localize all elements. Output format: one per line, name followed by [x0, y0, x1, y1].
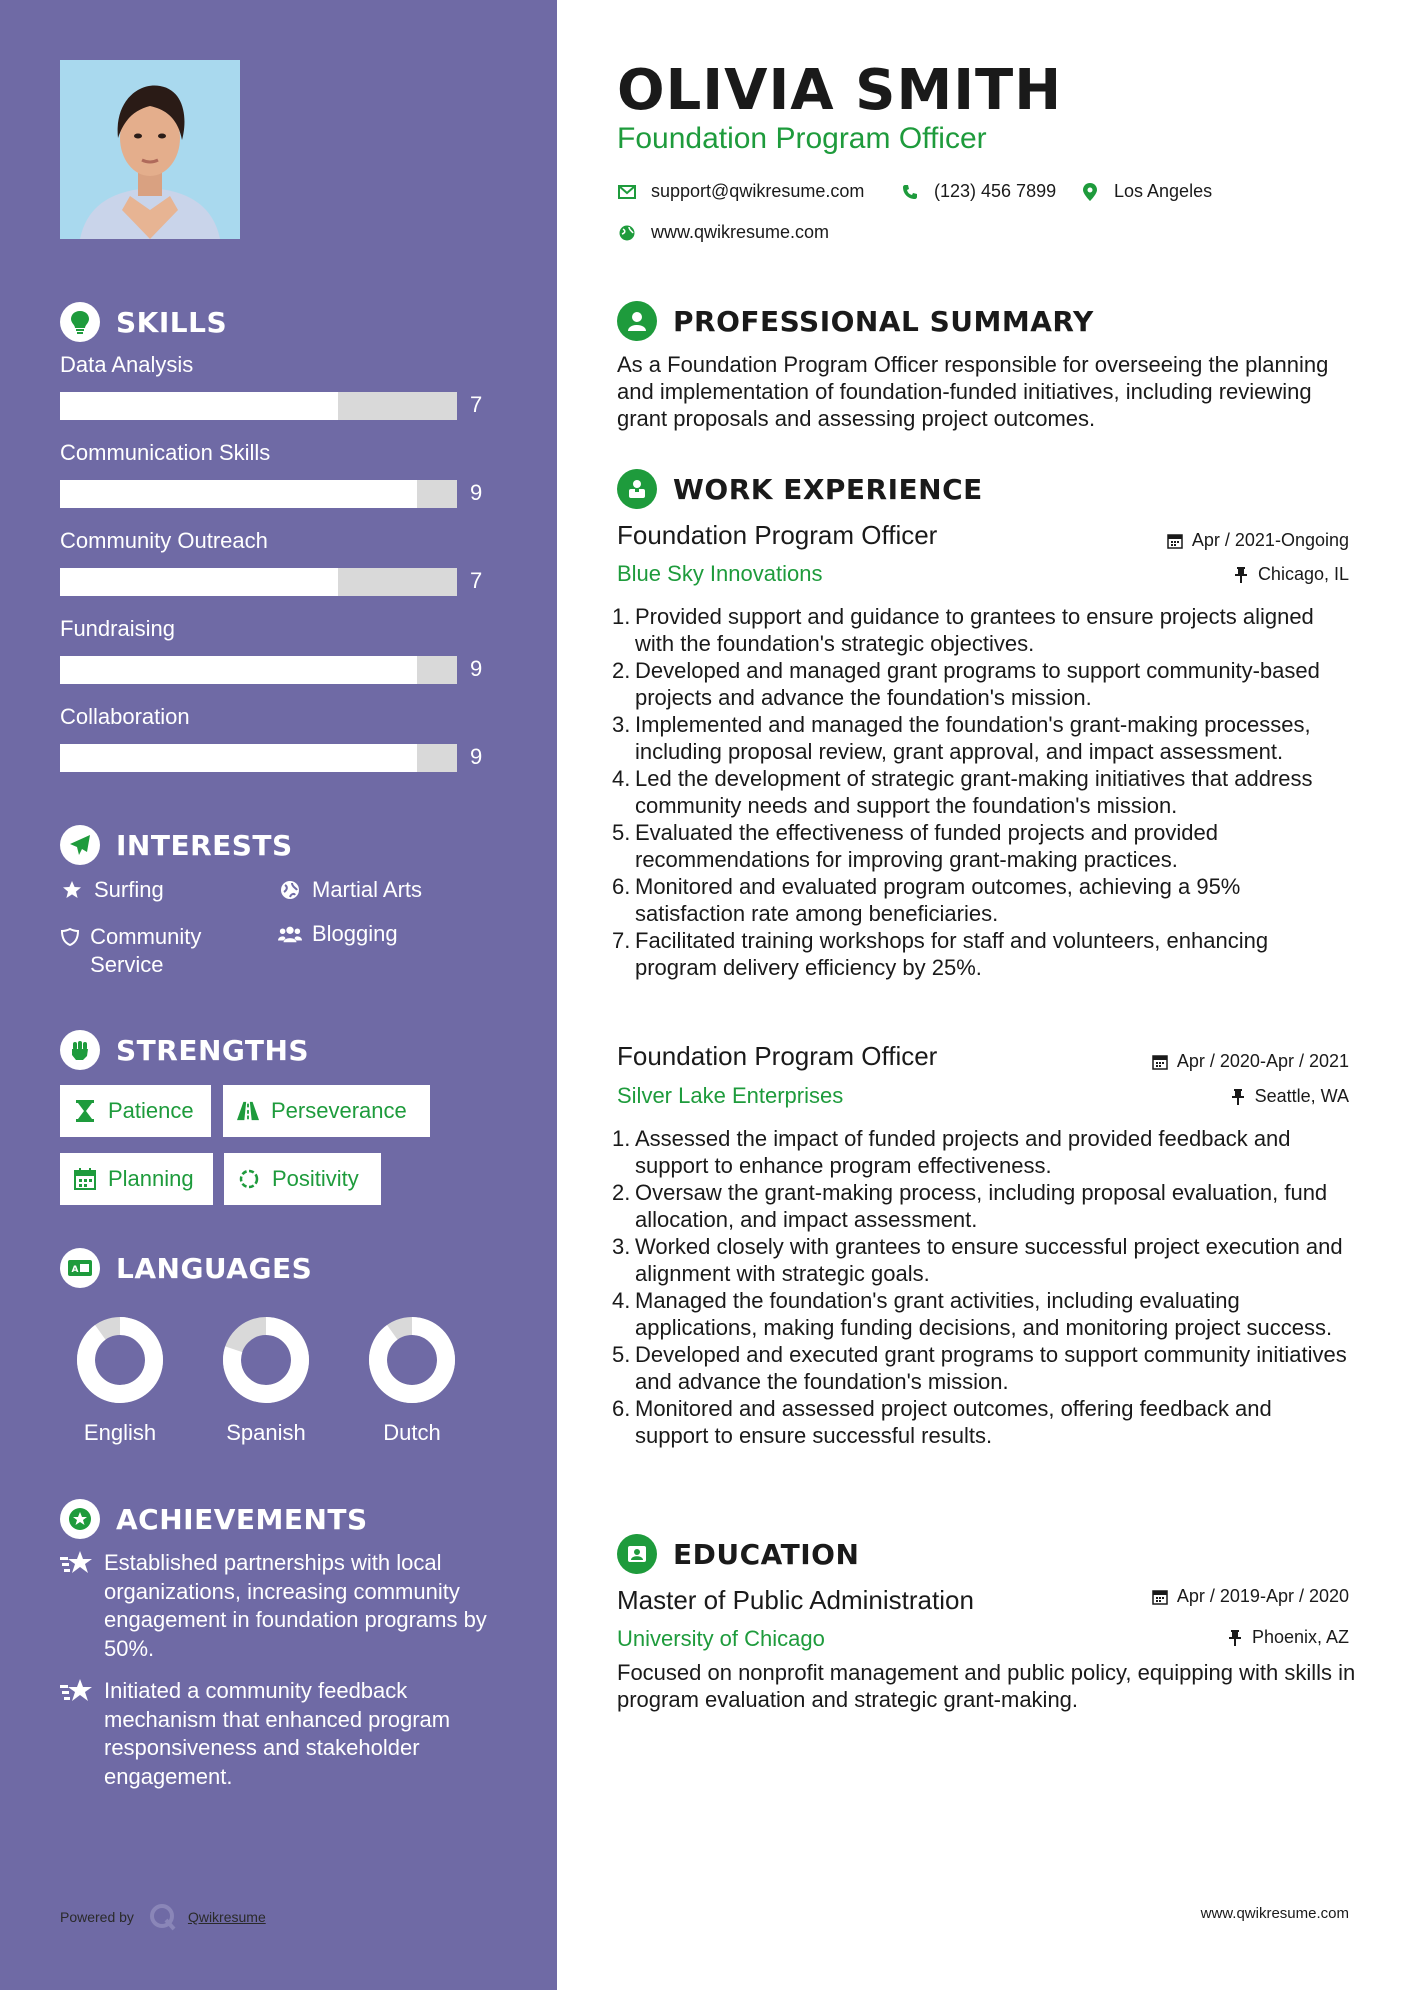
education-description: Focused on nonprofit management and public policy, equipping with skills in program evaluation and strategic grant-making.	[617, 1660, 1356, 1712]
language-donut	[367, 1315, 457, 1405]
job-date-text: Apr / 2020-Apr / 2021	[1176, 1051, 1349, 1071]
skills-heading	[60, 302, 227, 342]
job-bullet	[610, 603, 1350, 657]
interest-label: Community Service	[90, 924, 202, 977]
spinner-icon	[238, 1168, 260, 1190]
qwikresume-logo-icon	[148, 1902, 178, 1932]
bullet-number: 2.	[612, 658, 631, 683]
skill-name: Fundraising	[60, 616, 175, 641]
job-location	[1232, 564, 1349, 585]
language-name: Dutch	[383, 1420, 441, 1445]
strength-label: Perseverance	[271, 1098, 407, 1123]
language-donut-level	[86, 1326, 154, 1394]
achievement-item	[60, 1549, 500, 1663]
svg-text:A: A	[71, 1265, 79, 1275]
degree-title: Master of Public Administration	[617, 1585, 974, 1615]
bullet-text: Oversaw the grant-making process, including proposal evaluation, fund allocation, and impact assessment.	[635, 1180, 1328, 1232]
achievements-title: ACHIEVEMENTS	[116, 1502, 368, 1536]
interest-item-surfing	[60, 876, 164, 904]
map-pin-icon	[1080, 182, 1100, 202]
website-text: www.qwikresume.com	[651, 222, 830, 242]
skill-bar	[60, 480, 457, 508]
interests-title: INTERESTS	[116, 828, 293, 862]
summary-title: PROFESSIONAL SUMMARY	[673, 304, 1094, 338]
languages-title: LANGUAGES	[116, 1251, 313, 1285]
job-location-text: Seattle, WA	[1254, 1086, 1349, 1106]
skill-value: 7	[470, 568, 483, 593]
work-title: WORK EXPERIENCE	[673, 472, 983, 506]
qwikresume-link[interactable]: Qwikresume	[187, 1909, 266, 1925]
job-bullet	[610, 819, 1350, 873]
bullet-text: Evaluated the effectiveness of funded projects and provided recommendations for improving grant-making practices.	[635, 820, 1218, 872]
users-icon	[278, 920, 302, 948]
calendar-icon	[1151, 1588, 1169, 1606]
pushpin-icon	[1226, 1629, 1244, 1647]
graduate-icon	[617, 1534, 657, 1574]
bullet-number: 3.	[612, 712, 631, 737]
interests-heading	[60, 825, 293, 865]
skill-name: Communication Skills	[60, 440, 271, 465]
candidate-title: Foundation Program Officer	[617, 122, 987, 155]
bullet-text: Provided support and guidance to grantees to ensure projects aligned with the foundation's strategic objectives.	[635, 604, 1314, 656]
skill-bar	[60, 568, 457, 596]
job-company: Silver Lake Enterprises	[617, 1083, 844, 1108]
strength-item-positivity	[224, 1153, 381, 1205]
strengths-title: STRENGTHS	[116, 1033, 310, 1067]
school-name: University of Chicago	[617, 1626, 825, 1651]
bullet-text: Developed and managed grant programs to support community-based projects and advance the foundation's mission.	[635, 658, 1320, 710]
skill-name: Collaboration	[60, 704, 190, 729]
strength-label: Positivity	[272, 1166, 359, 1191]
bullet-number: 1.	[612, 604, 631, 629]
powered-by	[60, 1902, 266, 1932]
job-bullet	[610, 873, 1350, 927]
sidebar	[0, 0, 557, 1990]
bullet-number: 6.	[612, 874, 631, 899]
strength-item-perseverance	[223, 1085, 430, 1137]
bullet-text: Monitored and assessed project outcomes, offering feedback and support to ensure successful results.	[635, 1396, 1272, 1448]
footer-url[interactable]: www.qwikresume.com	[1200, 1905, 1349, 1922]
skill-name: Data Analysis	[60, 352, 194, 377]
bullet-text: Led the development of strategic grant-making initiatives that address community needs and support the foundation's mission.	[635, 766, 1313, 818]
interest-item-martial-arts	[278, 876, 422, 904]
skill-bar-fill	[60, 656, 417, 684]
achievement-text: Initiated a community feedback mechanism that enhanced program responsiveness and stakeholder engagement.	[104, 1678, 451, 1789]
job-bullet	[610, 765, 1350, 819]
paper-plane-icon	[60, 825, 100, 865]
envelope-icon	[617, 182, 637, 202]
job-bullets	[610, 603, 1350, 981]
skill-value: 9	[470, 744, 483, 769]
location-text: Los Angeles	[1114, 181, 1213, 201]
job-bullets	[610, 1125, 1350, 1449]
bullet-text: Managed the foundation's grant activities, including evaluating applications, making funding decisions, and monitoring project success.	[635, 1288, 1333, 1340]
bullet-text: Monitored and evaluated program outcomes, achieving a 95% satisfaction rate among beneficiaries.	[635, 874, 1241, 926]
star-trophy-icon	[60, 1677, 94, 1705]
skill-value: 9	[470, 480, 483, 505]
briefcase-user-icon	[617, 469, 657, 509]
job-title: Foundation Program Officer	[617, 1041, 938, 1071]
skills-title: SKILLS	[116, 305, 228, 339]
phone-icon	[900, 182, 920, 202]
skill-bar-fill	[60, 480, 417, 508]
fist-icon	[60, 1030, 100, 1070]
globe-icon	[617, 223, 637, 243]
interest-item-community-service	[60, 923, 250, 979]
skill-bar-fill	[60, 392, 338, 420]
strengths-heading	[60, 1030, 309, 1070]
bullet-text: Developed and executed grant programs to support community initiatives and advance the foundation's mission.	[635, 1342, 1347, 1394]
language-name: English	[83, 1420, 157, 1445]
bullet-text: Facilitated training workshops for staff and volunteers, enhancing program delivery efficiency by 25%.	[635, 928, 1269, 980]
languages-heading	[60, 1248, 312, 1288]
bullet-text: Implemented and managed the foundation's grant-making processes, including proposal review, grant approval, and impact assessment.	[635, 712, 1311, 764]
skill-bar-fill	[60, 568, 338, 596]
interest-item-blogging	[278, 920, 398, 948]
user-icon	[617, 301, 657, 341]
strength-item-patience	[60, 1085, 211, 1137]
job-title: Foundation Program Officer	[617, 520, 938, 550]
education-date-text: Apr / 2019-Apr / 2020	[1176, 1586, 1349, 1606]
contact-phone[interactable]	[900, 181, 1056, 202]
phone-text: (123) 456 7899	[934, 181, 1057, 201]
globe-icon	[278, 876, 302, 904]
achievement-text: Established partnerships with local organizations, increasing community engagement in foundation programs by 50%.	[104, 1550, 487, 1661]
powered-by-label: Powered by	[60, 1909, 134, 1925]
job-bullet	[610, 927, 1350, 981]
achievement-item	[60, 1677, 500, 1791]
work-heading	[617, 468, 983, 510]
interest-label: Surfing	[94, 877, 164, 902]
education-location-text: Phoenix, AZ	[1251, 1627, 1349, 1647]
language-donut-level	[378, 1326, 446, 1394]
shield-icon	[60, 923, 80, 951]
skill-value: 7	[470, 392, 483, 417]
job-company: Blue Sky Innovations	[617, 561, 823, 586]
education-title: EDUCATION	[673, 1537, 860, 1571]
skill-name: Community Outreach	[60, 528, 268, 553]
summary-heading	[617, 300, 1094, 342]
bullet-number: 7.	[612, 928, 631, 953]
bullet-number: 2.	[612, 1180, 631, 1205]
job-location	[1229, 1086, 1349, 1107]
job-bullet	[610, 1341, 1350, 1395]
bullet-number: 6.	[612, 1396, 631, 1421]
interest-label: Blogging	[312, 921, 398, 946]
email-text: support@qwikresume.com	[651, 181, 865, 201]
contact-location	[1080, 181, 1212, 202]
strength-item-planning	[60, 1153, 213, 1205]
pushpin-icon	[1232, 566, 1250, 584]
bullet-text: Worked closely with grantees to ensure successful project execution and alignment with strategic goals.	[635, 1234, 1343, 1286]
star-badge-icon	[60, 1499, 100, 1539]
job-location-text: Chicago, IL	[1257, 564, 1349, 584]
achievements-heading	[60, 1499, 368, 1539]
road-icon	[237, 1100, 259, 1122]
job-date	[1151, 1051, 1349, 1072]
language-donut	[221, 1315, 311, 1405]
skill-bar	[60, 392, 457, 420]
profile-photo	[60, 60, 240, 239]
bullet-number: 5.	[612, 820, 631, 845]
bullet-number: 4.	[612, 766, 631, 791]
lightbulb-icon	[60, 302, 100, 342]
contact-email[interactable]	[617, 181, 864, 202]
strength-label: Patience	[108, 1098, 194, 1123]
education-location	[1226, 1627, 1349, 1648]
job-bullet	[610, 1395, 1350, 1449]
interest-label: Martial Arts	[312, 877, 423, 902]
bullet-number: 3.	[612, 1234, 631, 1259]
bullet-number: 5.	[612, 1342, 631, 1367]
skill-bar	[60, 656, 457, 684]
job-bullet	[610, 1287, 1350, 1341]
calendar-icon	[1166, 532, 1184, 550]
hourglass-icon	[74, 1100, 96, 1122]
education-heading	[617, 1533, 859, 1575]
pushpin-icon	[1229, 1088, 1247, 1106]
bullet-text: Assessed the impact of funded projects and provided feedback and support to enhance program effectiveness.	[635, 1126, 1291, 1178]
job-bullet	[610, 1125, 1350, 1179]
translate-icon	[60, 1248, 100, 1288]
job-bullet	[610, 1179, 1350, 1233]
language-name: Spanish	[226, 1420, 306, 1445]
summary-text: As a Foundation Program Officer responsible for overseeing the planning and implementation of foundation-funded initiatives, including reviewing grant proposals and assessing project outcomes.	[617, 352, 1329, 431]
job-date	[1166, 530, 1349, 551]
bullet-number: 1.	[612, 1126, 631, 1151]
language-donut	[75, 1315, 165, 1405]
star-trophy-icon	[60, 1549, 94, 1577]
candidate-name: OLIVIA SMITH	[617, 58, 1063, 123]
job-date-text: Apr / 2021-Ongoing	[1191, 530, 1349, 550]
bullet-number: 4.	[612, 1288, 631, 1313]
star-icon	[60, 876, 84, 904]
skill-bar	[60, 744, 457, 772]
strength-label: Planning	[108, 1166, 194, 1191]
calendar-icon	[74, 1168, 96, 1190]
calendar-icon	[1151, 1053, 1169, 1071]
contact-website[interactable]	[617, 222, 829, 243]
job-bullet	[610, 711, 1350, 765]
skill-bar-fill	[60, 744, 417, 772]
job-bullet	[610, 1233, 1350, 1287]
job-bullet	[610, 657, 1350, 711]
education-date	[1151, 1586, 1349, 1607]
skill-value: 9	[470, 656, 483, 681]
